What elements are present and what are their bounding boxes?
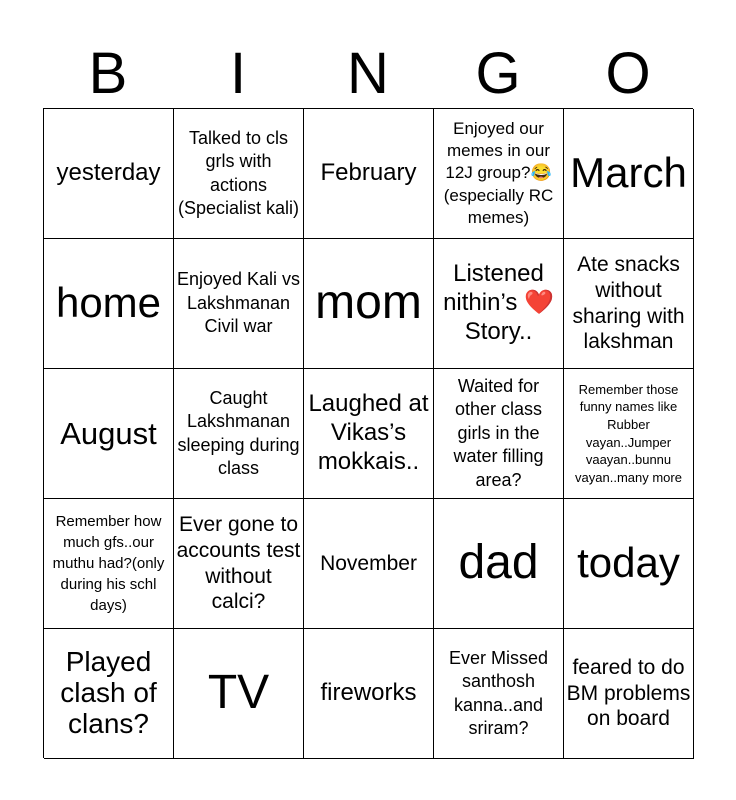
cell-label: today bbox=[577, 539, 680, 587]
bingo-cell[interactable] bbox=[44, 499, 174, 629]
cell-label: dad bbox=[458, 536, 539, 590]
cell-label: Remember those funny names like Rubber vayan..Jumper vaayan..bunnu vayan..many more bbox=[575, 381, 682, 485]
cell-label: Laughed at Vikas’s mokkais.. bbox=[308, 390, 429, 475]
cell-label: Talked to cls grls with actions (Specialist kali) bbox=[177, 127, 300, 218]
cell-label: Listened nithin’s ❤️ Story.. bbox=[443, 260, 554, 345]
cell-label: Ever gone to accounts test without calci? bbox=[176, 513, 301, 614]
bingo-board bbox=[43, 108, 693, 758]
cell-label: August bbox=[60, 415, 157, 451]
bingo-cell[interactable] bbox=[44, 109, 174, 239]
bingo-cell[interactable] bbox=[174, 239, 304, 369]
cell-label: Enjoyed Kali vs Lakshmanan Civil war bbox=[176, 269, 301, 337]
bingo-cell[interactable] bbox=[174, 499, 304, 629]
bingo-cell[interactable] bbox=[304, 369, 434, 499]
cell-label: yesterday bbox=[56, 159, 161, 187]
cell-label: feared to do BM problems on board bbox=[566, 656, 691, 731]
bingo-cell[interactable] bbox=[44, 239, 174, 369]
bingo-cell[interactable] bbox=[434, 239, 564, 369]
header-letter-o: O bbox=[605, 41, 651, 106]
bingo-cell[interactable] bbox=[564, 239, 694, 369]
bingo-cell[interactable] bbox=[564, 629, 694, 759]
bingo-cell[interactable] bbox=[434, 369, 564, 499]
header-letter-b: B bbox=[88, 41, 128, 106]
bingo-cell[interactable] bbox=[564, 109, 694, 239]
cell-label: Enjoyed our memes in our 12J group?😂 (especially RC memes) bbox=[443, 119, 554, 227]
bingo-cell[interactable] bbox=[564, 499, 694, 629]
cell-label: Remember how much gfs..our muthu had?(only during his schl days) bbox=[52, 513, 165, 614]
bingo-cell[interactable] bbox=[434, 499, 564, 629]
cell-label: November bbox=[320, 551, 417, 575]
cell-label: TV bbox=[207, 666, 270, 720]
cell-label: March bbox=[570, 149, 687, 197]
cell-label: Ate snacks without sharing with lakshman bbox=[572, 253, 685, 354]
cell-label: Played clash of clans? bbox=[60, 646, 157, 739]
bingo-cell[interactable] bbox=[174, 629, 304, 759]
cell-label: Ever Missed santhosh kanna..and sriram? bbox=[448, 647, 549, 738]
bingo-cell[interactable] bbox=[434, 109, 564, 239]
header-letter-g: G bbox=[475, 41, 521, 106]
bingo-cell[interactable] bbox=[174, 369, 304, 499]
cell-label: Waited for other class girls in the water filling area? bbox=[453, 376, 544, 490]
bingo-cell[interactable] bbox=[304, 629, 434, 759]
bingo-cell[interactable] bbox=[434, 629, 564, 759]
cell-label: fireworks bbox=[320, 679, 417, 707]
bingo-header bbox=[43, 40, 693, 108]
cell-label: Caught Lakshmanan sleeping during class bbox=[177, 387, 300, 478]
cell-label: home bbox=[55, 279, 162, 327]
bingo-cell[interactable] bbox=[44, 629, 174, 759]
bingo-cell[interactable] bbox=[564, 369, 694, 499]
bingo-cell[interactable] bbox=[304, 499, 434, 629]
bingo-cell[interactable] bbox=[304, 109, 434, 239]
header-letter-n: N bbox=[347, 41, 389, 106]
bingo-cell[interactable] bbox=[44, 369, 174, 499]
bingo-cell[interactable] bbox=[174, 109, 304, 239]
header-letter-i: I bbox=[229, 41, 247, 106]
cell-label: mom bbox=[315, 276, 422, 330]
cell-label: February bbox=[320, 159, 417, 187]
bingo-cell[interactable] bbox=[304, 239, 434, 369]
